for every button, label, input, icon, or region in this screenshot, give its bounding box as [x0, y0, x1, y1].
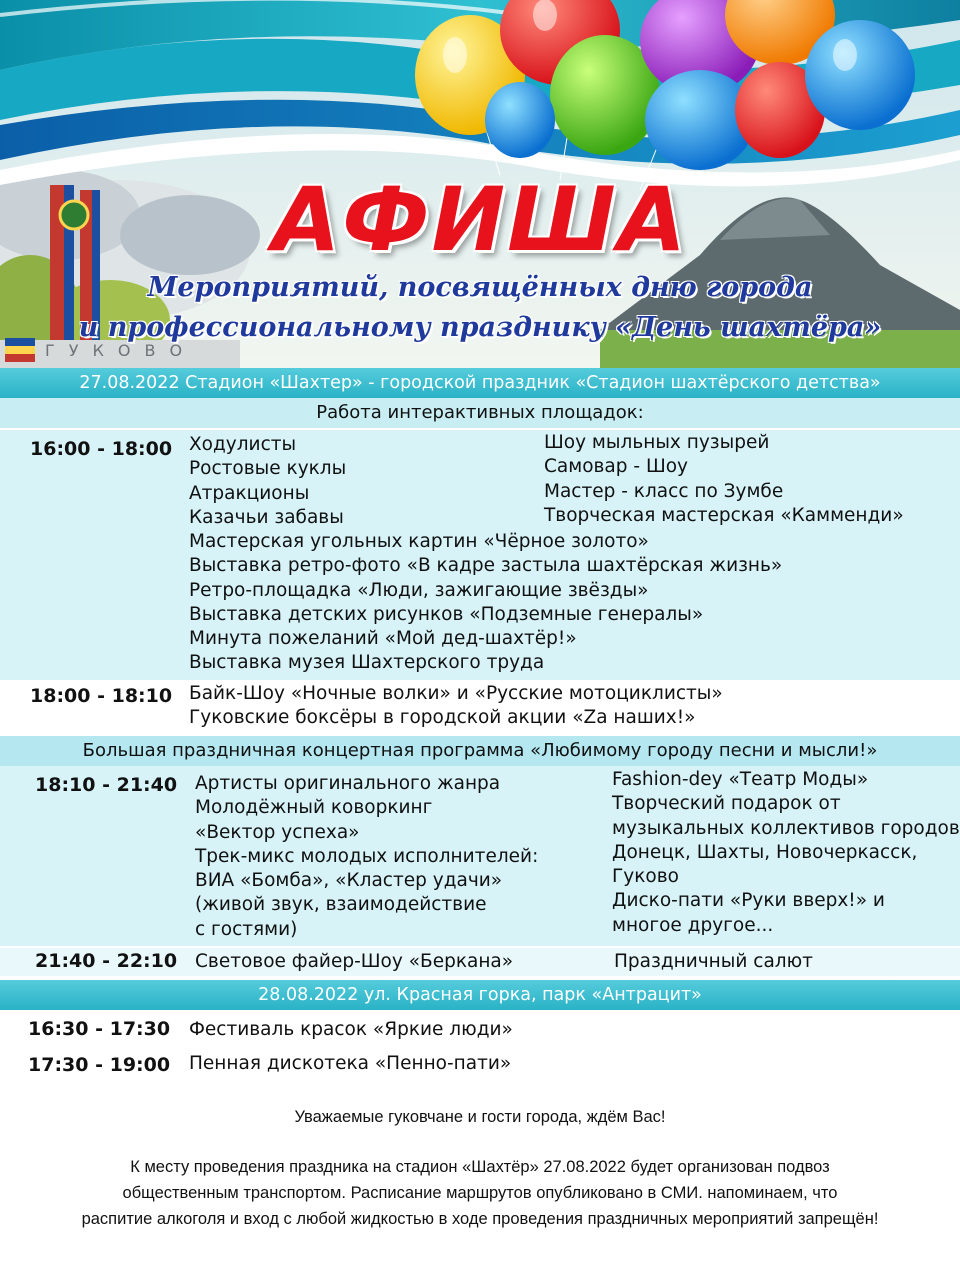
list-item: Самовар - Шоу [544, 456, 688, 478]
day2-event-2-text: Пенная дискотека «Пенно-пати» [189, 1053, 512, 1074]
list-item: Атракционы [189, 482, 310, 504]
day2-event-2-time: 17:30 - 19:00 [28, 1054, 171, 1076]
day1-banner: 27.08.2022 Стадион «Шахтер» - городской праздник «Стадион шахтёрского детства» [0, 368, 960, 398]
list-item: Ретро-площадка «Люди, зажигающие звёзды» [189, 579, 649, 601]
list-item: Выставка ретро-фото «В кадре застыла шахтёрская жизнь» [189, 555, 783, 577]
block2-list [189, 682, 723, 731]
subtitle-line-2: и профессиональному празднику «День шахтёра» [78, 312, 882, 343]
stele-text: ГУКОВО [45, 341, 197, 360]
list-item: Минута пожеланий «Мой дед-шахтёр!» [189, 628, 577, 650]
list-item: «Вектор успеха» [195, 821, 360, 843]
list-item: Гуково [612, 866, 679, 888]
list-item: Творческий подарок от [612, 793, 841, 815]
block3-left-list [195, 772, 538, 942]
day2-banner: 28.08.2022 ул. Красная горка, парк «Антрацит» [0, 980, 960, 1010]
block3-right-list [612, 768, 960, 938]
block1-time: 16:00 - 18:00 [30, 438, 173, 460]
list-item: (живой звук, взаимодействие [195, 894, 487, 916]
list-item: Мастер - класс по Зумбе [544, 480, 784, 502]
block4-right: Праздничный салют [614, 951, 813, 972]
block4-left: Световое файер-Шоу «Беркана» [195, 951, 514, 972]
list-item: Молодёжный коворкинг [195, 797, 433, 819]
day2-event-1-time: 16:30 - 17:30 [28, 1018, 171, 1040]
section2-title: Большая праздничная концертная программа «Любимому городу песни и мысли!» [0, 736, 960, 766]
subtitle-line-1: Мероприятий, посвящённых дню города [147, 272, 813, 303]
list-item: Ходулисты [189, 434, 297, 455]
block1-left-list [189, 433, 346, 530]
poster-header [0, 0, 960, 370]
footer-note-line-3: распитие алкоголя и вход с любой жидкостью в ходе проведения праздничных мероприятий запрещён! [81, 1210, 879, 1228]
list-item: Казачьи забавы [189, 506, 344, 528]
block4-time: 21:40 - 22:10 [35, 950, 178, 972]
list-item: Fashion-dey «Театр Моды» [612, 769, 869, 790]
block1-full-list [189, 530, 782, 676]
list-item: Шоу мыльных пузырей [544, 432, 770, 453]
list-item: Донецк, Шахты, Новочеркасск, [612, 841, 918, 863]
list-item: Ростовые куклы [189, 458, 347, 480]
list-item: Творческая мастерская «Камменди» [544, 504, 904, 526]
list-item: многое другое... [612, 914, 774, 936]
list-item: Гуковские боксёры в городской акции «Za наших!» [189, 707, 696, 729]
list-item: Трек-микс молодых исполнителей: [195, 845, 539, 867]
list-item: музыкальных коллективов городов [612, 817, 960, 839]
list-item: Мастерская угольных картин «Чёрное золото» [189, 531, 649, 552]
footer-greeting: Уважаемые гуковчане и гости города, ждём Вас! [294, 1108, 666, 1126]
list-item: с гостями) [195, 918, 298, 940]
block3-time: 18:10 - 21:40 [35, 774, 178, 796]
block2-time: 18:00 - 18:10 [30, 685, 173, 707]
list-item: Диско-пати «Руки вверх!» и [612, 890, 885, 912]
list-item: ВИА «Бомба», «Кластер удачи» [195, 870, 503, 892]
list-item: Выставка музея Шахтерского труда [189, 652, 545, 674]
section1-title: Работа интерактивных площадок: [0, 398, 960, 428]
block1-right-list [544, 431, 904, 528]
list-item: Выставка детских рисунков «Подземные генералы» [189, 603, 704, 625]
footer-note-line-1: К месту проведения праздника на стадион «Шахтёр» 27.08.2022 будет организован подвоз [130, 1158, 830, 1176]
page-title: АФИША [272, 168, 688, 271]
list-item: Байк-Шоу «Ночные волки» и «Русские мотоциклисты» [189, 683, 723, 704]
footer-note-line-2: общественным транспортом. Расписание маршрутов опубликовано в СМИ. напоминаем, что [122, 1184, 838, 1202]
list-item: Артисты оригинального жанра [195, 773, 501, 794]
day2-event-1-text: Фестиваль красок «Яркие люди» [189, 1019, 513, 1040]
